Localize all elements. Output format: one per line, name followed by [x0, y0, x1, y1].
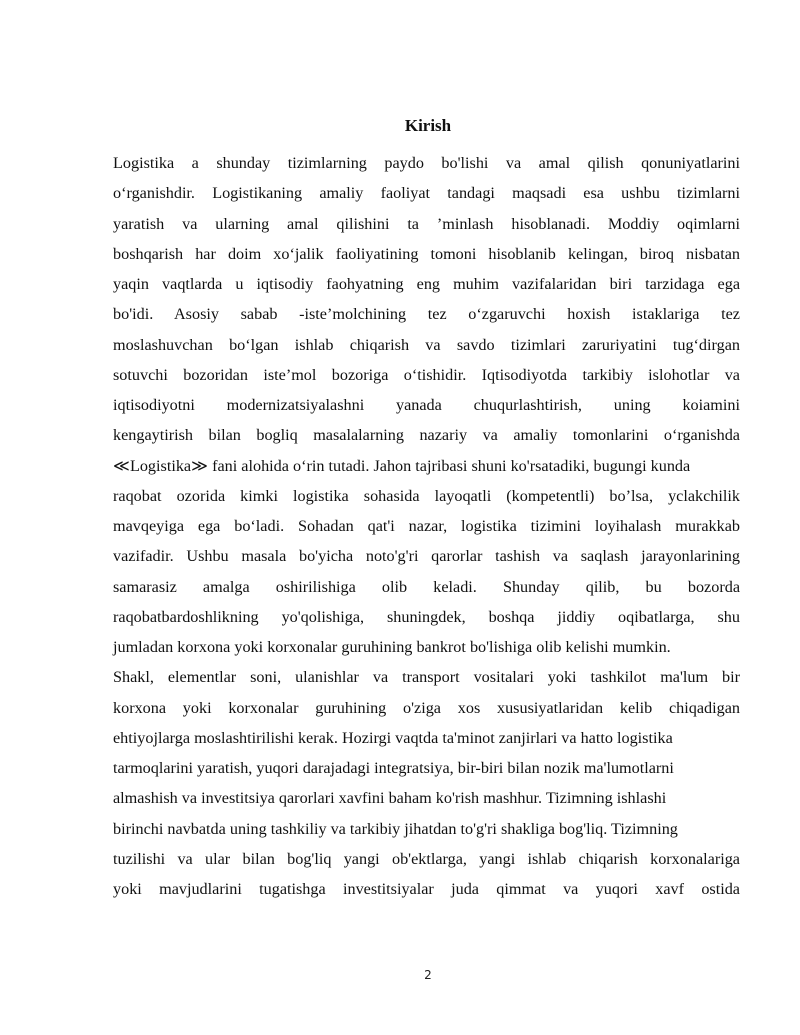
text-line: boshqarish har doim xo‘jalik faoliyatining tomoni hisoblanib kelingan, biroq nisbatan	[113, 244, 740, 263]
text-line: mavqeyiga ega bo‘ladi. Sohadan qat'i nazar, logistika tizimini loyihalash murakkab	[113, 517, 740, 535]
text-line: kengaytirish bilan bogliq masalalarning nazariy va amaliy tomonlarini o‘rganishda	[113, 426, 740, 445]
text-line: birinchi navbatda uning tashkiliy va tarkibiy jihatdan to'g'ri shakliga bog'liq. Tizimning	[113, 819, 678, 838]
text-line: iqtisodiyotni modernizatsiyalashni yanada chuqurlashtirish, uning koiamini	[113, 396, 740, 414]
text-line: vazifadir. Ushbu masala bo'yicha noto'g'ri qarorlar tashish va saqlash jarayonlarining	[113, 547, 740, 566]
text-line: tarmoqlarini yaratish, yuqori darajadagi integratsiya, bir-biri bilan nozik ma'lumotlarni	[113, 759, 674, 777]
text-line: moslashuvchan bo‘lgan ishlab chiqarish va savdo tizimlari zaruriyatini tug‘dirgan	[113, 335, 740, 354]
text-line: bo'idi. Asosiy sabab -iste’molchining tez o‘zgaruvchi hoxish istaklariga tez	[113, 305, 740, 324]
body-paragraph	[113, 148, 740, 904]
text-line: almashish va investitsiya qarorlari xavfini baham ko'rish mashhur. Tizimning ishlashi	[113, 789, 667, 808]
text-line: tuzilishi va ular bilan bog'liq yangi ob'ektlarga, yangi ishlab chiqarish korxonalariga	[113, 849, 740, 868]
page-title: Kirish	[404, 116, 452, 135]
text-line: raqobatbardoshlikning yo'qolishiga, shuningdek, boshqa jiddiy oqibatlarga, shu	[113, 607, 740, 626]
text-line: yaqin vaqtlarda u iqtisodiy faohyatning eng muhim vazifalaridan biri tarzidaga ega	[113, 275, 740, 293]
text-line: Logistika a shunday tizimlarning paydo bo'lishi va amal qilish qonuniyatlarini	[113, 154, 740, 172]
text-line: ≪Logistika≫ fani alohida o‘rin tutadi. Jahon tajribasi shuni ko'rsatadiki, bugungi kunda	[113, 456, 691, 475]
text-line: yaratish va ularning amal qilishini ta ’minlash hisoblanadi. Moddiy oqimlarni	[113, 214, 740, 233]
text-line: samarasiz amalga oshirilishiga olib keladi. Shunday qilib, bu bozorda	[113, 577, 740, 596]
text-line: ehtiyojlarga moslashtirilishi kerak. Hozirgi vaqtda ta'minot zanjirlari va hatto logistika	[113, 728, 673, 747]
text-line: jumladan korxona yoki korxonalar guruhining bankrot bo'lishiga olib kelishi mumkin.	[113, 638, 671, 656]
text-line: korxona yoki korxonalar guruhining o'ziga xos xususiyatlaridan kelib chiqadigan	[113, 698, 740, 717]
text-line: o‘rganishdir. Logistikaning amaliy faoliyat tandagi maqsadi esa ushbu tizimlarni	[113, 184, 740, 203]
text-line: yoki mavjudlarini tugatishga investitsiyalar juda qimmat va yuqori xavf ostida	[113, 880, 740, 898]
text-line: Shakl, elementlar soni, ulanishlar va transport vositalari yoki tashkilot ma'lum bir	[113, 668, 740, 687]
page-number: 2	[424, 968, 432, 982]
text-line: raqobat ozorida kimki logistika sohasida layoqatli (kompetentli) bo’lsa, yclakchilik	[113, 486, 740, 505]
text-line: sotuvchi bozoridan iste’mol bozoriga o‘tishidir. Iqtisodiyotda tarkibiy islohotlar va	[113, 365, 740, 384]
